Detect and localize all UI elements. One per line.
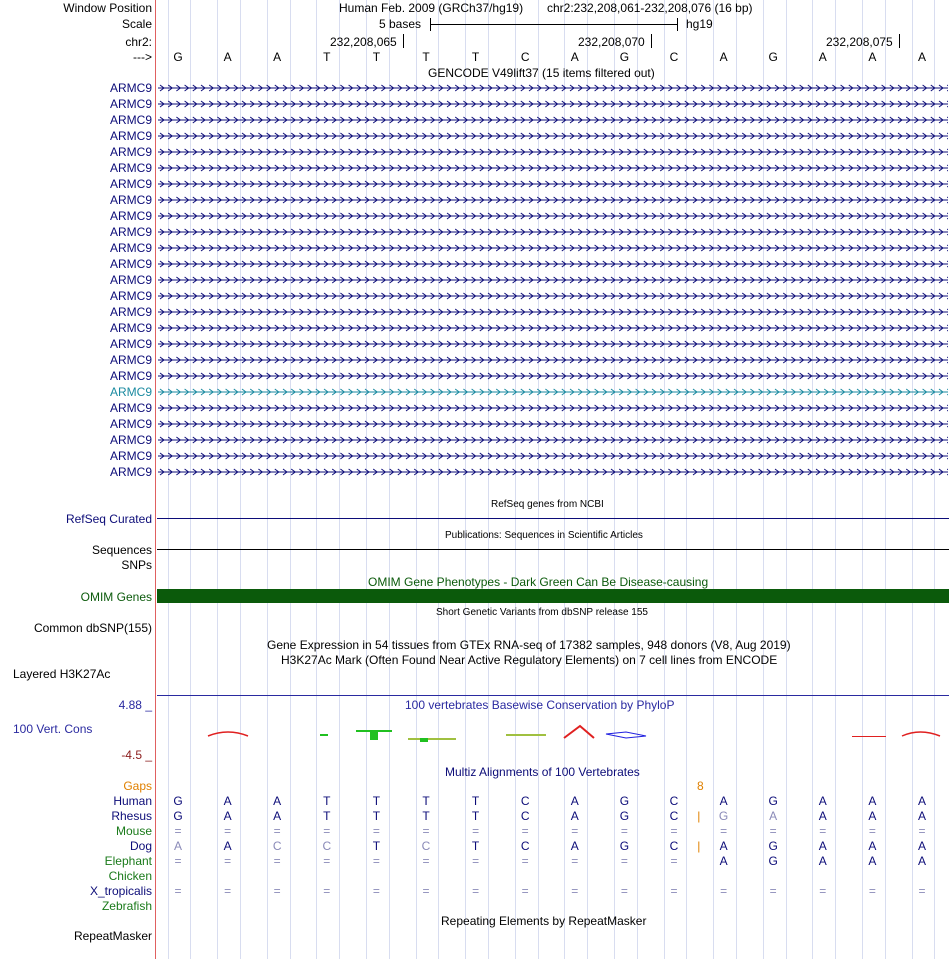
h3k27ac-baseline bbox=[157, 695, 949, 696]
gencode-gene-label[interactable]: ARMC9 bbox=[109, 289, 152, 303]
multiz-base: = bbox=[868, 884, 876, 898]
multiz-base: = bbox=[769, 884, 777, 898]
multiz-base: C bbox=[520, 809, 530, 823]
multiz-base: A bbox=[868, 839, 877, 853]
repeatmasker-track-title[interactable]: Repeating Elements by RepeatMasker bbox=[441, 914, 647, 928]
base-letter: G bbox=[173, 50, 183, 64]
multiz-base: = bbox=[472, 854, 480, 868]
multiz-base: = bbox=[620, 884, 628, 898]
multiz-gap-mark: | bbox=[697, 839, 701, 853]
gencode-transcript-row[interactable] bbox=[0, 432, 950, 448]
coord-tick bbox=[403, 34, 404, 48]
multiz-base: C bbox=[520, 839, 530, 853]
multiz-base: A bbox=[917, 839, 926, 853]
transcript-intron-line bbox=[158, 242, 948, 254]
scale-text: 5 bases bbox=[379, 17, 422, 31]
gencode-transcript-row[interactable] bbox=[0, 224, 950, 240]
gencode-gene-label[interactable]: ARMC9 bbox=[109, 353, 152, 367]
multiz-base: = bbox=[571, 884, 579, 898]
phylop-track-label[interactable]: 100 Vert. Cons bbox=[13, 722, 93, 736]
multiz-base: T bbox=[372, 794, 381, 808]
gencode-gene-label[interactable]: ARMC9 bbox=[109, 129, 152, 143]
gencode-gene-label[interactable]: ARMC9 bbox=[109, 321, 152, 335]
multiz-base: A bbox=[570, 839, 579, 853]
multiz-species-label[interactable]: X_tropicalis bbox=[89, 884, 152, 898]
multiz-base: A bbox=[173, 839, 182, 853]
base-letter: T bbox=[422, 50, 430, 64]
gencode-transcript-row[interactable] bbox=[0, 192, 950, 208]
transcript-intron-line bbox=[158, 194, 948, 206]
omim-track-title[interactable]: OMIM Gene Phenotypes - Dark Green Can Be Disease-causing bbox=[368, 575, 709, 589]
dbsnp-track-title[interactable]: Short Genetic Variants from dbSNP release 155 bbox=[436, 607, 648, 618]
multiz-base: = bbox=[174, 824, 182, 838]
multiz-base: = bbox=[571, 824, 579, 838]
gencode-transcript-row[interactable] bbox=[0, 128, 950, 144]
multiz-base: = bbox=[472, 884, 480, 898]
transcript-intron-line bbox=[158, 162, 948, 174]
omim-gene-bar[interactable] bbox=[157, 589, 949, 603]
base-letter: T bbox=[471, 50, 480, 64]
multiz-base: = bbox=[372, 854, 380, 868]
gencode-transcript-row[interactable] bbox=[0, 400, 950, 416]
phylop-peak bbox=[564, 726, 594, 738]
transcript-intron-line bbox=[158, 370, 948, 382]
repeatmasker-track-label[interactable]: RepeatMasker bbox=[73, 929, 152, 943]
multiz-base: G bbox=[768, 839, 778, 853]
transcript-intron-line bbox=[158, 354, 948, 366]
gaps-label: Gaps bbox=[123, 779, 152, 793]
phylop-bar bbox=[506, 734, 546, 736]
multiz-base: = bbox=[620, 854, 628, 868]
gencode-gene-label[interactable]: ARMC9 bbox=[109, 193, 152, 207]
multiz-base: C bbox=[669, 794, 679, 808]
multiz-base: = bbox=[521, 884, 529, 898]
multiz-base: = bbox=[819, 884, 827, 898]
window-position-label: Window Position bbox=[63, 1, 152, 15]
transcript-intron-line bbox=[158, 82, 948, 94]
multiz-base: = bbox=[224, 884, 232, 898]
multiz-base: A bbox=[570, 794, 579, 808]
gencode-transcript-row[interactable] bbox=[0, 96, 950, 112]
transcript-intron-line bbox=[158, 306, 948, 318]
multiz-base: A bbox=[719, 794, 728, 808]
gencode-transcript-row[interactable] bbox=[0, 80, 950, 96]
gencode-gene-label[interactable]: ARMC9 bbox=[109, 225, 152, 239]
multiz-base: = bbox=[422, 824, 430, 838]
multiz-base: T bbox=[323, 794, 331, 808]
multiz-base: A bbox=[223, 809, 232, 823]
gencode-gene-label[interactable]: ARMC9 bbox=[109, 305, 152, 319]
transcript-intron-line bbox=[158, 146, 948, 158]
transcript-intron-line bbox=[158, 98, 948, 110]
multiz-base: G bbox=[173, 809, 183, 823]
gencode-transcript-row[interactable] bbox=[0, 448, 950, 464]
multiz-base: C bbox=[520, 794, 530, 808]
gencode-gene-label[interactable]: ARMC9 bbox=[109, 81, 152, 95]
multiz-base: G bbox=[768, 854, 778, 868]
multiz-base: T bbox=[372, 809, 381, 823]
gencode-transcript-row[interactable] bbox=[0, 176, 950, 192]
multiz-base: A bbox=[719, 854, 728, 868]
multiz-base: = bbox=[174, 884, 182, 898]
multiz-base: C bbox=[669, 839, 679, 853]
multiz-base: = bbox=[521, 824, 529, 838]
multiz-base: G bbox=[619, 809, 630, 823]
multiz-base: A bbox=[818, 794, 827, 808]
multiz-species-label[interactable]: Human bbox=[113, 794, 152, 808]
coord-tick-label: 232,208,070 bbox=[578, 35, 645, 49]
transcript-intron-line bbox=[158, 466, 948, 478]
transcript-intron-line bbox=[158, 210, 948, 222]
phylop-bar bbox=[408, 738, 456, 740]
transcript-intron-line bbox=[158, 402, 948, 414]
phylop-peak bbox=[208, 732, 248, 736]
transcript-intron-line bbox=[158, 450, 948, 462]
multiz-species-label[interactable]: Zebrafish bbox=[101, 899, 152, 913]
gencode-transcript-row[interactable] bbox=[0, 256, 950, 272]
phylop-max-label: 4.88 _ bbox=[118, 698, 152, 712]
gencode-transcript-row[interactable] bbox=[0, 416, 950, 432]
transcript-intron-line bbox=[158, 386, 948, 398]
multiz-base: T bbox=[372, 839, 381, 853]
phylop-bar bbox=[852, 736, 886, 737]
multiz-species-label[interactable]: Chicken bbox=[108, 869, 152, 883]
multiz-base: C bbox=[272, 839, 282, 853]
multiz-base: A bbox=[868, 854, 877, 868]
multiz-base: = bbox=[422, 884, 430, 898]
base-letter: A bbox=[223, 50, 232, 64]
refseq-track-label[interactable]: RefSeq Curated bbox=[65, 512, 152, 526]
h3k27ac-track-label[interactable]: Layered H3K27Ac bbox=[13, 667, 111, 681]
gencode-gene-label[interactable]: ARMC9 bbox=[109, 385, 152, 399]
gencode-gene-label[interactable]: ARMC9 bbox=[109, 145, 152, 159]
gencode-transcript-row[interactable] bbox=[0, 304, 950, 320]
multiz-base: = bbox=[224, 854, 232, 868]
phylop-track-title[interactable]: 100 vertebrates Basewise Conservation by PhyloP bbox=[405, 698, 675, 712]
gencode-transcript-row[interactable] bbox=[0, 112, 950, 128]
phylop-min-label: -4.5 _ bbox=[121, 748, 152, 762]
phylop-peak bbox=[902, 732, 940, 736]
gencode-gene-label[interactable]: ARMC9 bbox=[109, 161, 152, 175]
scale-bar bbox=[430, 24, 678, 25]
gencode-transcript-row[interactable] bbox=[0, 160, 950, 176]
multiz-base: G bbox=[619, 839, 630, 853]
coord-tick-label: 232,208,065 bbox=[330, 35, 397, 49]
gencode-gene-label[interactable]: ARMC9 bbox=[109, 417, 152, 431]
transcript-intron-line bbox=[158, 322, 948, 334]
transcript-intron-line bbox=[158, 130, 948, 142]
coord-tick bbox=[651, 34, 652, 48]
multiz-base: = bbox=[720, 884, 728, 898]
coord-tick bbox=[899, 34, 900, 48]
gencode-transcript-row[interactable] bbox=[0, 144, 950, 160]
gencode-gene-label[interactable]: ARMC9 bbox=[109, 337, 152, 351]
multiz-base: = bbox=[472, 824, 480, 838]
transcript-intron-line bbox=[158, 290, 948, 302]
gencode-transcript-row[interactable] bbox=[0, 352, 950, 368]
gap-count: 8 bbox=[697, 779, 704, 793]
multiz-base: T bbox=[471, 809, 480, 823]
multiz-base: A bbox=[570, 809, 579, 823]
multiz-base: = bbox=[372, 884, 380, 898]
gencode-gene-label[interactable]: ARMC9 bbox=[109, 177, 152, 191]
dbsnp-track-label[interactable]: Common dbSNP(155) bbox=[33, 621, 152, 635]
base-letter: A bbox=[818, 50, 827, 64]
gencode-track-title[interactable]: GENCODE V49lift37 (15 items filtered out) bbox=[428, 66, 655, 80]
transcript-intron-line bbox=[158, 274, 948, 286]
gencode-gene-label[interactable]: ARMC9 bbox=[109, 209, 152, 223]
gencode-gene-label[interactable]: ARMC9 bbox=[109, 97, 152, 111]
multiz-base: T bbox=[471, 794, 480, 808]
phylop-wiggle bbox=[156, 712, 950, 772]
scale-db: hg19 bbox=[686, 17, 713, 31]
multiz-base: C bbox=[322, 839, 332, 853]
phylop-bar bbox=[420, 738, 428, 742]
multiz-base: A bbox=[223, 794, 232, 808]
scale-bar-right-tick bbox=[677, 18, 678, 31]
transcript-intron-line bbox=[158, 338, 948, 350]
multiz-base: = bbox=[670, 854, 678, 868]
base-letter: T bbox=[372, 50, 381, 64]
phylop-bar bbox=[370, 730, 378, 740]
scale-bar-left-tick bbox=[430, 18, 431, 31]
multiz-base: = bbox=[670, 824, 678, 838]
multiz-base: T bbox=[422, 794, 430, 808]
omim-track-label[interactable]: OMIM Genes bbox=[80, 590, 152, 604]
multiz-base: = bbox=[620, 824, 628, 838]
sequences-track-line bbox=[157, 549, 949, 550]
transcript-intron-line bbox=[158, 434, 948, 446]
gencode-gene-label[interactable]: ARMC9 bbox=[109, 273, 152, 287]
multiz-base: = bbox=[769, 824, 777, 838]
multiz-base: = bbox=[521, 854, 529, 868]
multiz-base: = bbox=[273, 884, 281, 898]
multiz-base: A bbox=[917, 854, 926, 868]
base-letter: T bbox=[323, 50, 331, 64]
gencode-gene-label[interactable]: ARMC9 bbox=[109, 241, 152, 255]
gencode-transcript-row[interactable] bbox=[0, 384, 950, 400]
multiz-species-label[interactable]: Elephant bbox=[104, 854, 152, 868]
multiz-base: = bbox=[273, 854, 281, 868]
multiz-base: T bbox=[422, 809, 430, 823]
multiz-base: = bbox=[372, 824, 380, 838]
chrom-label: chr2: bbox=[125, 35, 152, 49]
gencode-gene-label[interactable]: ARMC9 bbox=[109, 257, 152, 271]
multiz-species-label[interactable]: Mouse bbox=[115, 824, 152, 838]
transcript-intron-line bbox=[158, 258, 948, 270]
multiz-base: T bbox=[471, 839, 480, 853]
multiz-track-title[interactable]: Multiz Alignments of 100 Vertebrates bbox=[445, 765, 640, 779]
multiz-base: = bbox=[323, 854, 331, 868]
multiz-base: = bbox=[174, 854, 182, 868]
gencode-transcript-row[interactable] bbox=[0, 208, 950, 224]
base-letter: C bbox=[520, 50, 530, 64]
gencode-transcript-row[interactable] bbox=[0, 240, 950, 256]
multiz-base: A bbox=[818, 809, 827, 823]
base-letter: A bbox=[917, 50, 926, 64]
strand-label: ---> bbox=[133, 50, 152, 64]
multiz-base: = bbox=[918, 884, 926, 898]
multiz-base: = bbox=[868, 824, 876, 838]
gtex-track-title[interactable]: Gene Expression in 54 tissues from GTEx RNA-seq of 17382 samples, 948 donors (V8, Aug 2019) bbox=[267, 638, 791, 652]
multiz-species-label[interactable]: Dog bbox=[129, 839, 152, 853]
gencode-transcript-row[interactable] bbox=[0, 320, 950, 336]
gencode-transcript-row[interactable] bbox=[0, 464, 950, 480]
multiz-base: A bbox=[769, 809, 778, 823]
multiz-base: = bbox=[670, 884, 678, 898]
multiz-base: A bbox=[818, 854, 827, 868]
multiz-base: = bbox=[224, 824, 232, 838]
gencode-gene-label[interactable]: ARMC9 bbox=[109, 433, 152, 447]
gencode-transcript-row[interactable] bbox=[0, 288, 950, 304]
h3k27ac-track-title[interactable]: H3K27Ac Mark (Often Found Near Active Regulatory Elements) on 7 cell lines from ENCODE bbox=[281, 653, 778, 667]
gencode-gene-label[interactable]: ARMC9 bbox=[109, 369, 152, 383]
multiz-base: A bbox=[273, 809, 282, 823]
assembly-text: Human Feb. 2009 (GRCh37/hg19) bbox=[339, 1, 524, 15]
multiz-base: A bbox=[273, 794, 282, 808]
base-letter: G bbox=[619, 50, 630, 64]
multiz-base: A bbox=[719, 839, 728, 853]
sequences-track-label[interactable]: Sequences bbox=[91, 543, 152, 557]
multiz-base: A bbox=[868, 794, 877, 808]
multiz-gap-mark: | bbox=[697, 809, 701, 823]
multiz-base: = bbox=[323, 824, 331, 838]
multiz-base: A bbox=[223, 839, 232, 853]
multiz-base: G bbox=[768, 794, 778, 808]
multiz-base: T bbox=[323, 809, 331, 823]
multiz-base: = bbox=[918, 824, 926, 838]
base-letter: A bbox=[273, 50, 282, 64]
gencode-transcript-row[interactable] bbox=[0, 336, 950, 352]
base-letter: A bbox=[868, 50, 877, 64]
gencode-gene-label[interactable]: ARMC9 bbox=[109, 449, 152, 463]
position-text[interactable]: chr2:232,208,061-232,208,076 (16 bp) bbox=[547, 1, 753, 15]
base-letter: A bbox=[570, 50, 579, 64]
gencode-gene-label[interactable]: ARMC9 bbox=[109, 401, 152, 415]
refseq-track-line bbox=[157, 518, 949, 519]
gencode-transcript-row[interactable] bbox=[0, 368, 950, 384]
multiz-base: = bbox=[422, 854, 430, 868]
multiz-species-label[interactable]: Rhesus bbox=[111, 809, 152, 823]
multiz-base: G bbox=[173, 794, 183, 808]
multiz-base: = bbox=[819, 824, 827, 838]
multiz-base: A bbox=[917, 809, 926, 823]
phylop-bar bbox=[320, 734, 328, 736]
multiz-base: C bbox=[669, 809, 679, 823]
base-letter: C bbox=[669, 50, 679, 64]
multiz-base: C bbox=[421, 839, 431, 853]
scale-label: Scale bbox=[121, 17, 152, 31]
transcript-intron-line bbox=[158, 418, 948, 430]
multiz-base: = bbox=[273, 824, 281, 838]
transcript-intron-line bbox=[158, 178, 948, 190]
phylop-dip bbox=[606, 732, 646, 738]
coord-tick-label: 232,208,075 bbox=[826, 35, 893, 49]
multiz-base: G bbox=[718, 809, 729, 823]
gencode-gene-label[interactable]: ARMC9 bbox=[109, 465, 152, 479]
multiz-base: A bbox=[917, 794, 926, 808]
gencode-gene-label[interactable]: ARMC9 bbox=[109, 113, 152, 127]
multiz-base: = bbox=[720, 824, 728, 838]
publications-track-title[interactable]: Publications: Sequences in Scientific Articles bbox=[445, 530, 643, 541]
multiz-base: = bbox=[323, 884, 331, 898]
multiz-base: A bbox=[868, 809, 877, 823]
snps-track-label[interactable]: SNPs bbox=[121, 558, 152, 572]
multiz-base: A bbox=[818, 839, 827, 853]
refseq-track-title[interactable]: RefSeq genes from NCBI bbox=[491, 499, 604, 510]
transcript-intron-line bbox=[158, 114, 948, 126]
base-letter: G bbox=[768, 50, 778, 64]
multiz-base: G bbox=[619, 794, 630, 808]
gencode-transcript-row[interactable] bbox=[0, 272, 950, 288]
multiz-base: = bbox=[571, 854, 579, 868]
transcript-intron-line bbox=[158, 226, 948, 238]
base-letter: A bbox=[719, 50, 728, 64]
